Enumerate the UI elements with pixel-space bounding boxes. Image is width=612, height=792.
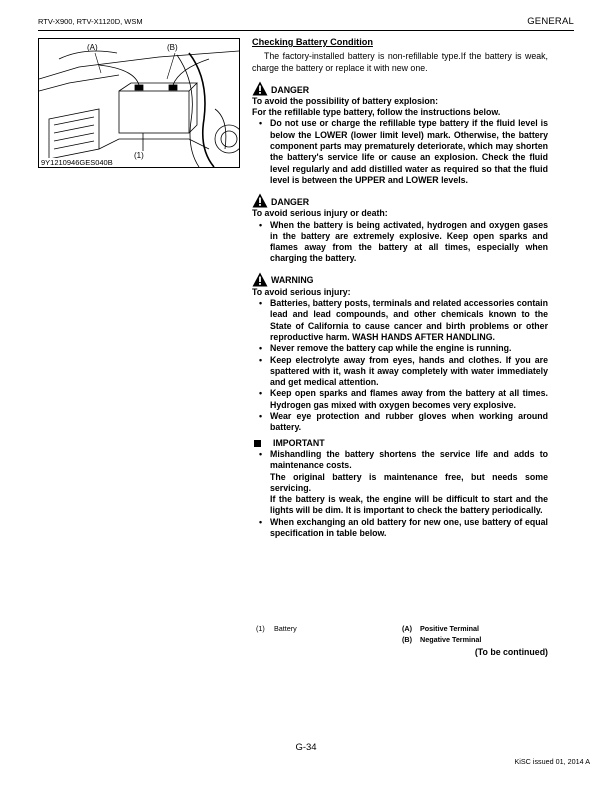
warning-bullet-3: • Keep open sparks and flames away from the battery at all times. Hydrogen gas mixed with oxygen becomes very explosive. — [252, 388, 548, 411]
battery-drawing — [39, 39, 239, 167]
legend-left — [256, 624, 297, 635]
warning-block — [252, 271, 548, 434]
danger-bullet-1-0: • Do not use or charge the refillable type battery if the fluid level is below the LOWER (lower limit level) mark. Otherwise, the battery component parts may prematurely deteriorate, which may shorten the battery's service life or cause an explosion. Check the fluid level regularly and add distilled water as required so that the fluid level is between the UPPER and LOWER levels. — [252, 118, 548, 186]
warning-triangle-icon — [252, 193, 268, 208]
warning-heading — [252, 271, 548, 287]
battery-illustration — [38, 38, 240, 168]
danger-lead-2: To avoid serious injury or death: — [252, 208, 388, 219]
important-para-2: If the battery is weak, the engine will be difficult to start and the lights will be dim. It is important to check the battery periodically. — [270, 494, 548, 516]
warning-bullet-0: • Batteries, battery posts, terminals and related accessories contain lead and lead compounds, and other chemicals known to the State of California to cause cancer and birth problems or other reproductive harm. WASH HANDS AFTER HANDLING. — [252, 298, 548, 343]
danger-lead-1a: To avoid the possibility of battery explosion: — [252, 95, 439, 106]
legend-item-a — [402, 624, 481, 635]
legend-item-b — [402, 635, 481, 646]
figure-label-b: (B) — [167, 43, 178, 52]
legend-text-a: Positive Terminal — [420, 624, 479, 633]
important-heading — [252, 438, 548, 449]
figure-label-a: (A) — [87, 43, 98, 52]
danger-heading-1 — [252, 80, 548, 96]
header-model: RTV-X900, RTV-X1120D, WSM — [38, 17, 143, 26]
figure-label-1: (1) — [134, 151, 144, 160]
page-number: G-34 — [295, 742, 317, 753]
section-title: Checking Battery Condition — [252, 37, 373, 47]
legend-text-1: Battery — [274, 624, 297, 633]
danger-lead-1b: For the refillable type battery, follow the instructions below. — [252, 107, 501, 118]
warning-triangle-icon — [252, 272, 268, 287]
legend-key-1: (1) — [256, 624, 265, 633]
danger-block-1 — [252, 80, 548, 186]
important-label: IMPORTANT — [273, 437, 325, 448]
legend-key-b: (B) — [402, 634, 412, 644]
legend-text-b: Negative Terminal — [420, 634, 482, 644]
important-para-1: The original battery is maintenance free, but needs some servicing. — [270, 471, 548, 493]
warning-label: WARNING — [271, 275, 314, 286]
danger-label-1: DANGER — [271, 84, 310, 95]
legend-item-1 — [256, 624, 297, 635]
danger-bullet-2-0: • When the battery is being activated, hydrogen and oxygen gases in the battery are extremely explosive. Keep open sparks and flames away from the battery at all times, especially when charging the battery. — [252, 220, 548, 265]
intro-paragraph: The factory-installed battery is non-refillable type.If the battery is weak, charge the battery or replace it with new one. — [252, 51, 548, 73]
warning-triangle-icon — [252, 81, 268, 96]
danger-heading-2 — [252, 192, 548, 208]
important-bullet-2: • When exchanging an old battery for new one, use battery of equal specification in table below. — [252, 517, 548, 540]
important-bullet-1: • Mishandling the battery shortens the service life and adds to maintenance costs. — [252, 449, 548, 472]
issue-info: KiSC issued 01, 2014 A — [514, 757, 590, 766]
main-column — [252, 37, 548, 539]
legend-key-a: (A) — [402, 624, 412, 633]
danger-block-2 — [252, 192, 548, 264]
continued-note: (To be continued) — [474, 647, 548, 657]
warning-bullet-2: • Keep electrolyte away from eyes, hands and clothes. If you are spattered with it, wash it away completely with water immediately and get medical attention. — [252, 355, 548, 389]
warning-bullet-1: • Never remove the battery cap while the engine is running. — [252, 343, 548, 354]
important-block — [252, 438, 548, 540]
important-square-icon — [254, 440, 261, 447]
legend-right — [402, 624, 481, 645]
figure-code: 9Y1210946GES040B — [41, 158, 113, 167]
warning-lead: To avoid serious injury: — [252, 286, 351, 297]
header-rule — [38, 30, 574, 31]
warning-bullet-4: • Wear eye protection and rubber gloves when working around battery. — [252, 411, 548, 434]
danger-label-2: DANGER — [271, 196, 310, 207]
header-section: GENERAL — [527, 16, 574, 27]
